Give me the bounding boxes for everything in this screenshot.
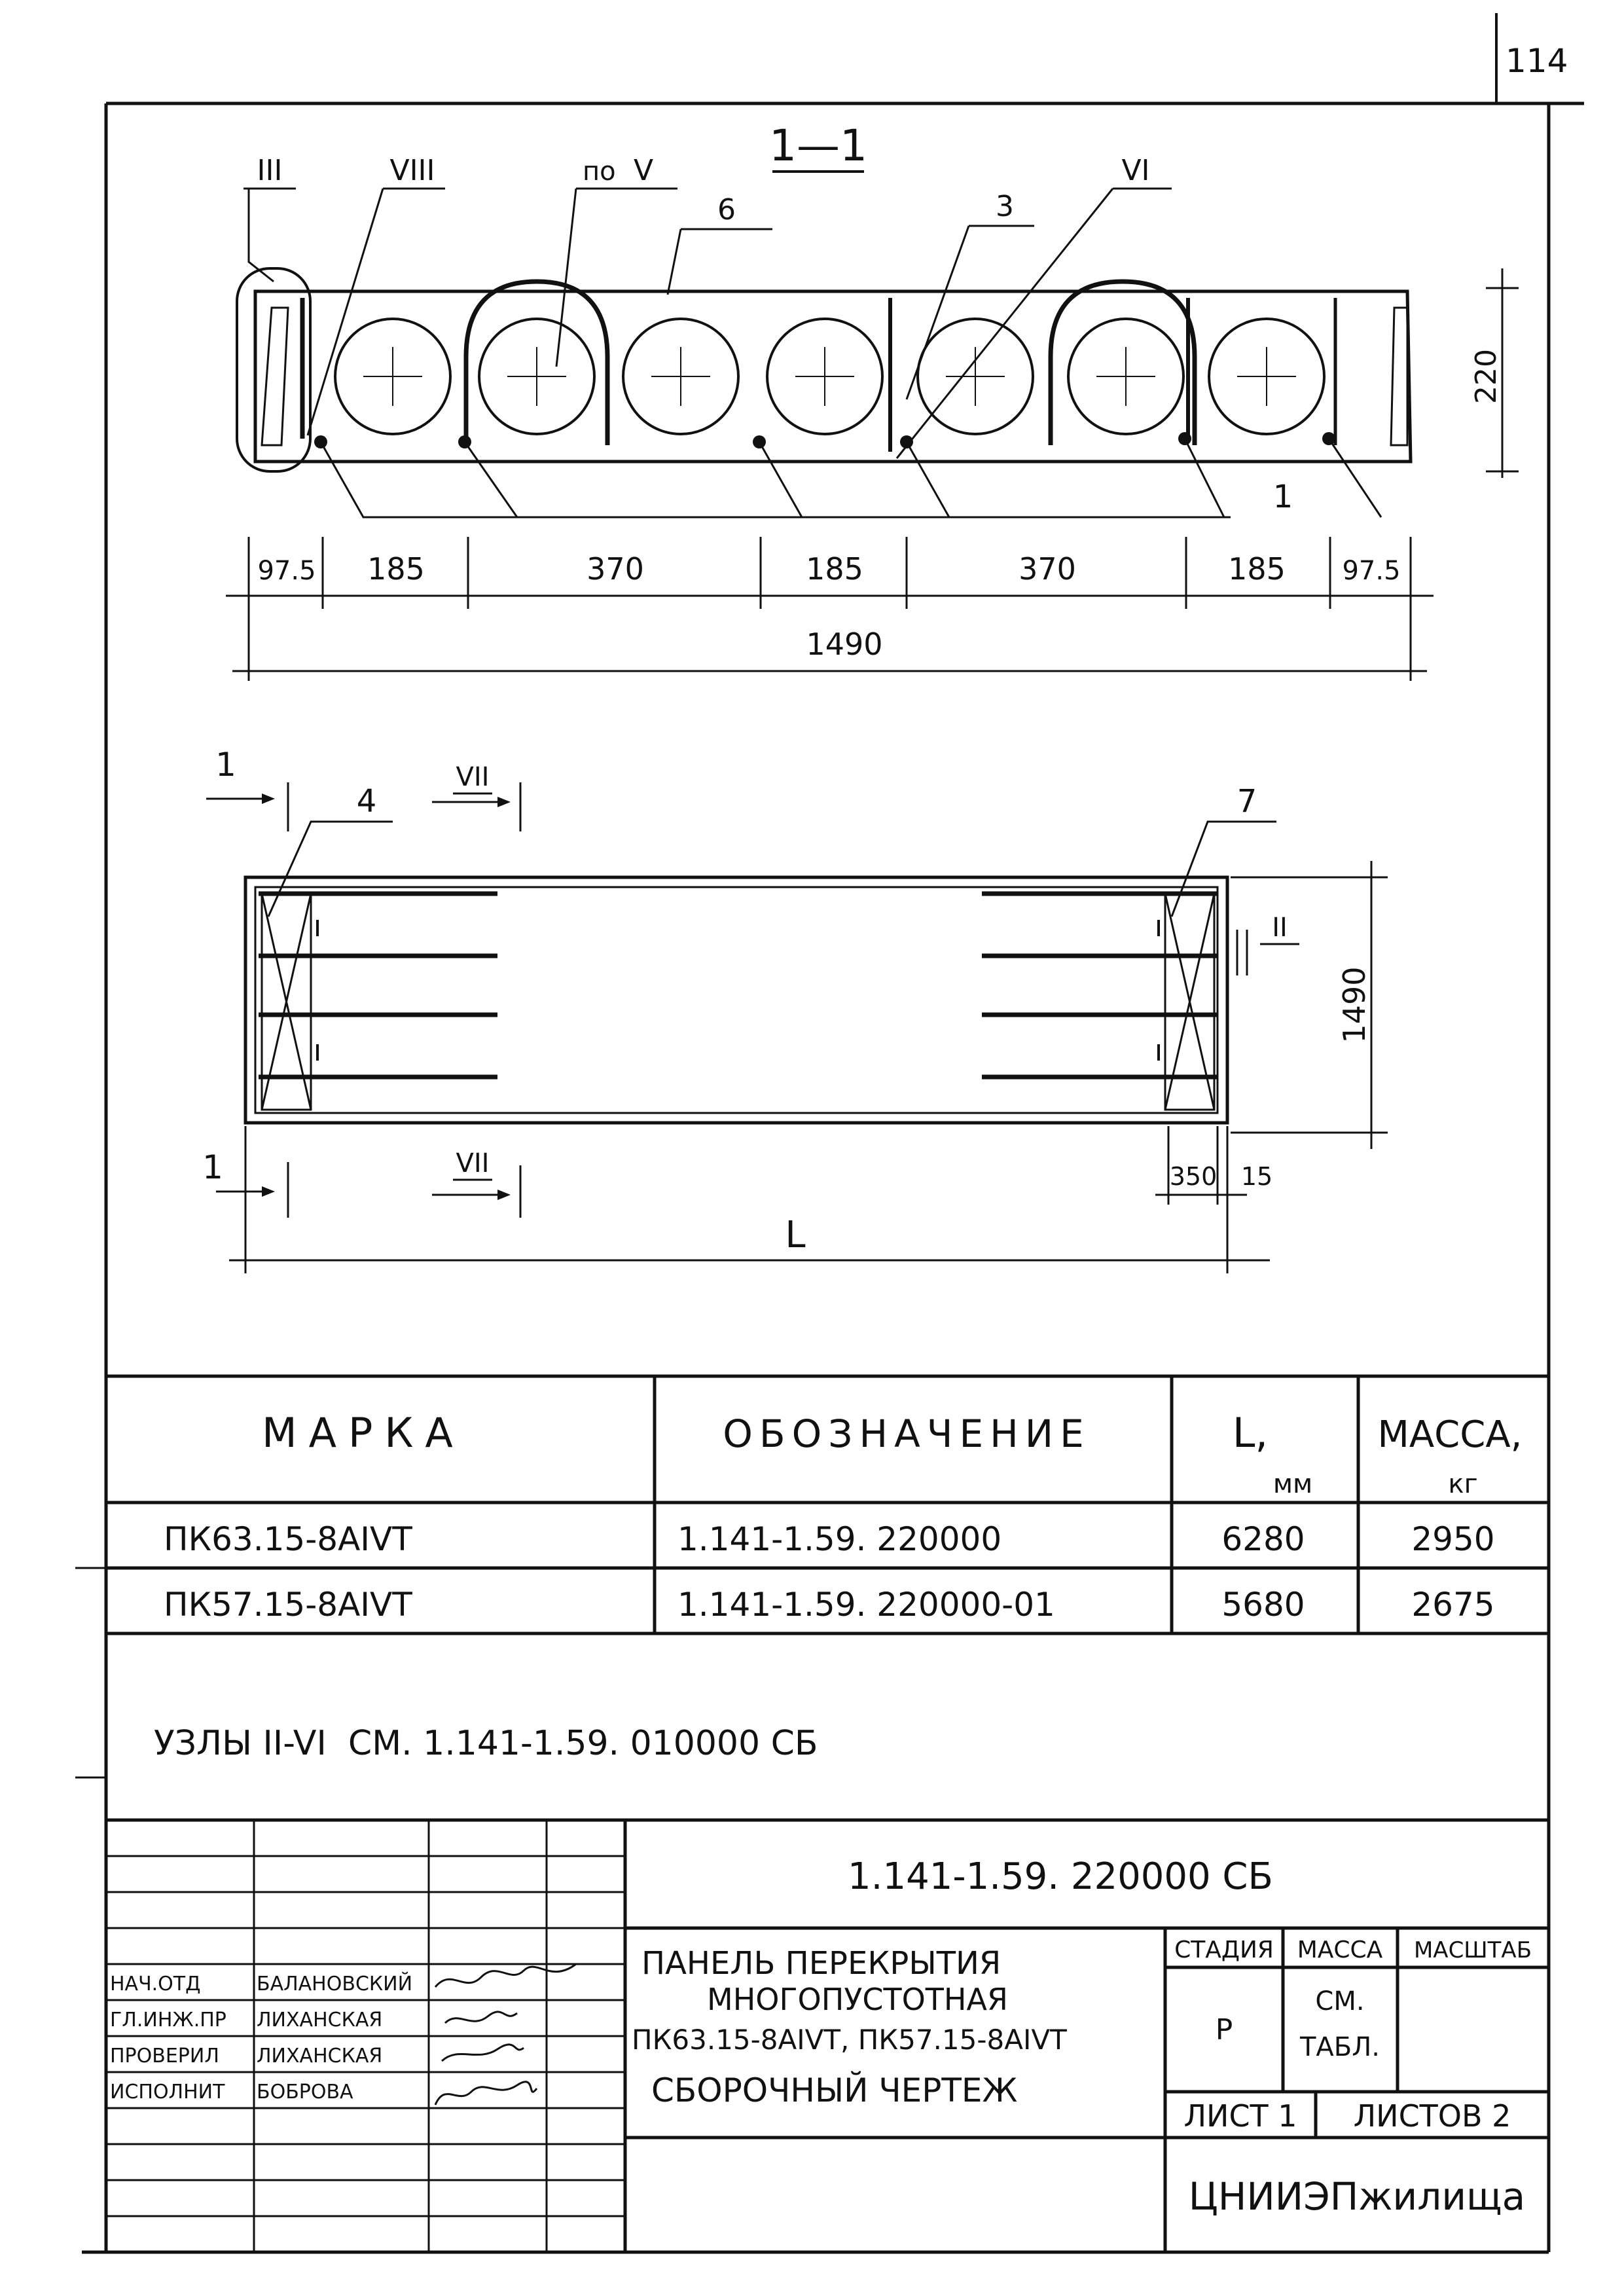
sheets-count-label: ЛИСТОВ 2 [1353, 2098, 1511, 2134]
position-1: 1 [1272, 479, 1293, 515]
section-view [226, 120, 1519, 681]
sheet-label: ЛИСТ 1 [1183, 2098, 1297, 2134]
header-mass-unit: кг [1448, 1469, 1478, 1499]
row-1-length: 6280 [1221, 1520, 1305, 1558]
staff-list [110, 1972, 412, 2104]
table-row [164, 1586, 1495, 1624]
staff-role: ПРОВЕРИЛ [110, 2045, 219, 2068]
dim-370-2: 370 [1019, 551, 1076, 587]
title-line-2: МНОГОПУСТОТНАЯ [707, 1982, 1008, 2017]
node-label-by-v-prefix: по [583, 156, 616, 187]
organization-name: ЦНИИЭПжилища [1188, 2174, 1526, 2219]
reinforcement-cages [302, 282, 1335, 452]
row-1-mark: ПК63.15-8АIVТ [164, 1520, 412, 1558]
row-2-mass: 2675 [1411, 1586, 1495, 1624]
table-row [164, 1520, 1495, 1558]
mass-value-line-2: ТАБЛ. [1299, 2032, 1380, 2062]
node-label-viii: VIII [389, 154, 435, 187]
staff-role: ИСПОЛНИТ [110, 2081, 225, 2104]
staff-role: НАЧ.ОТД [110, 1973, 201, 1995]
staff-name: ЛИХАНСКАЯ [257, 2045, 383, 2068]
nodes-note: УЗЛЫ II-VI СМ. 1.141-1.59. 010000 СБ [154, 1724, 818, 1763]
header-length: L, [1232, 1409, 1269, 1457]
position-6: 6 [717, 193, 736, 227]
dim-350: 350 [1169, 1162, 1218, 1191]
node-label-iii: III [257, 154, 283, 187]
document-code: 1.141-1.59. 220000 СБ [848, 1855, 1273, 1898]
row-2-mark: ПК57.15-8АIVТ [164, 1586, 412, 1624]
plan-width-dim: 1490 [1337, 966, 1372, 1044]
header-mass: МАССА, [1377, 1413, 1523, 1456]
row-2-designation: 1.141-1.59. 220000-01 [677, 1586, 1055, 1624]
header-length-unit: мм [1272, 1469, 1313, 1499]
plan-view [202, 746, 1388, 1273]
spec-table [75, 1376, 1549, 1633]
position-3: 3 [996, 190, 1014, 223]
dim-97-5-right: 97.5 [1342, 556, 1401, 586]
section-total-width: 1490 [806, 627, 883, 662]
staff-role: ГЛ.ИНЖ.ПР [110, 2009, 226, 2032]
dim-185-1: 185 [367, 551, 425, 587]
view-mark-top: VII [456, 762, 490, 792]
row-2-length: 5680 [1221, 1586, 1305, 1624]
sheet-number: 114 [1506, 42, 1568, 80]
mass-label: МАССА [1297, 1937, 1383, 1963]
view-mark-bottom: VII [456, 1148, 490, 1178]
staff-name: БОБРОВА [257, 2081, 353, 2104]
plan-length-dim: L [785, 1214, 806, 1256]
dim-15: 15 [1240, 1162, 1273, 1191]
header-designation: ОБОЗНАЧЕНИЕ [723, 1412, 1091, 1456]
cut-mark-top: 1 [215, 746, 236, 784]
dim-370-1: 370 [586, 551, 644, 587]
title-line-4: СБОРОЧНЫЙ ЧЕРТЕЖ [651, 2071, 1018, 2109]
signature-2 [445, 2012, 517, 2023]
dim-185-2: 185 [806, 551, 863, 587]
stage-value: Р [1215, 2013, 1233, 2047]
title-block [106, 1820, 1549, 2252]
signature-3 [442, 2045, 524, 2061]
signatures [435, 1964, 576, 2105]
signature-1 [435, 1964, 576, 1987]
signature-4 [435, 2082, 537, 2105]
header-mark: МАРКА [262, 1409, 465, 1457]
mass-value-line-1: СМ. [1315, 1986, 1365, 2016]
position-4: 4 [356, 783, 377, 820]
stage-label: СТАДИЯ [1174, 1937, 1274, 1963]
staff-name: БАЛАНОВСКИЙ [257, 1973, 413, 1995]
staff-name: ЛИХАНСКАЯ [257, 2009, 383, 2032]
position-7: 7 [1236, 783, 1257, 820]
dim-185-3: 185 [1228, 551, 1286, 587]
node-label-ii: II [1272, 913, 1288, 943]
dim-97-5-left: 97.5 [257, 556, 316, 586]
row-1-mass: 2950 [1411, 1520, 1495, 1558]
section-height-dim: 220 [1470, 349, 1503, 404]
row-1-designation: 1.141-1.59. 220000 [677, 1520, 1002, 1558]
section-title: 1—1 [769, 120, 867, 171]
node-label-by-v: V [634, 154, 654, 187]
node-label-vi: VI [1121, 154, 1150, 187]
cut-mark-bottom: 1 [202, 1148, 223, 1186]
scale-label: МАСШТАБ [1413, 1937, 1532, 1963]
title-line-3: ПК63.15-8АIVТ, ПК57.15-8АIVТ [632, 2024, 1067, 2056]
void-circles [335, 319, 1324, 434]
title-line-1: ПАНЕЛЬ ПЕРЕКРЫТИЯ [641, 1945, 1001, 1982]
